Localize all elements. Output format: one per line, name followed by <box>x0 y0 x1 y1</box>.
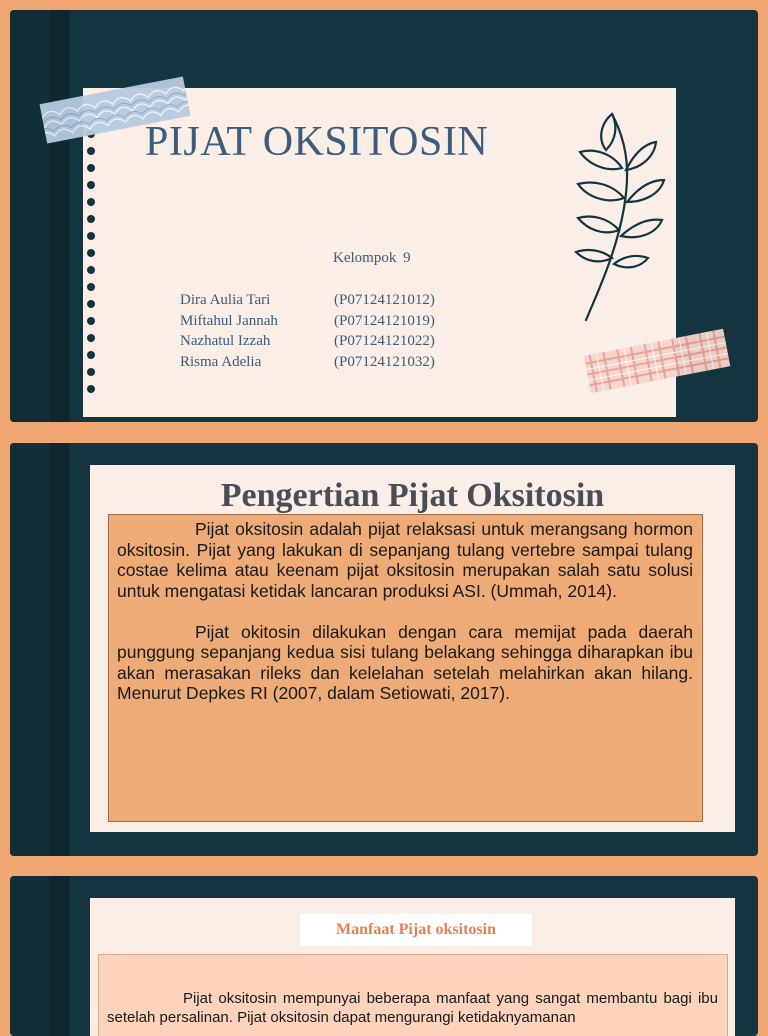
section-title: Manfaat Pijat oksitosin <box>300 914 532 946</box>
leaf-branch-illustration <box>572 108 672 328</box>
paragraph: Pijat okitosin dilakukan dengan cara memijat pada daerah punggung sepanjang kedua sisi tulang belakang sehingga diharapkan ibu akan merasakan rileks dan kelelahan setelah melahirkan akan hilang. Menurut Depkes RI (2007, dalam Setiowati, 2017). <box>117 621 693 703</box>
slide-spine <box>10 876 50 1036</box>
content-paper <box>90 465 735 832</box>
slide-spine <box>10 443 50 856</box>
slide-title <box>10 10 758 422</box>
slide-definition <box>10 443 758 856</box>
member-nim: (P07124121032) <box>334 353 435 370</box>
member-row <box>180 313 435 334</box>
binder-holes <box>87 130 97 402</box>
paragraph: Pijat oksitosin adalah pijat relaksasi untuk merangsang hormon oksitosin. Pijat yang lakukan di sepanjang tulang vertebre sampai tulang costae kelima atau keenam pijat oksitosin merupakan salah satu solusi untuk mengatasi ketidak lancaran produksi ASI. (Ummah, 2014). <box>117 519 693 601</box>
member-name: Dira Aulia Tari <box>180 292 271 308</box>
member-list <box>180 292 435 374</box>
content-paper <box>90 898 735 1036</box>
slide-spine <box>10 10 50 422</box>
member-nim: (P07124121022) <box>334 333 435 349</box>
group-label: Kelompok 9 <box>333 250 411 266</box>
member-row <box>180 354 435 375</box>
member-name: Miftahul Jannah <box>180 312 278 329</box>
slide-spine-shadow <box>50 443 70 856</box>
member-name: Nazhatul Izzah <box>180 333 271 349</box>
member-name: Risma Adelia <box>180 353 262 370</box>
section-title: Pengertian Pijat Oksitosin <box>220 477 605 514</box>
definition-text-box <box>108 514 703 822</box>
slide-spine-shadow <box>50 876 70 1036</box>
member-row <box>180 292 435 313</box>
member-nim: (P07124121019) <box>334 312 435 329</box>
member-nim: (P07124121012) <box>334 292 435 308</box>
slide-benefits <box>10 876 758 1036</box>
paragraph: Pijat oksitosin mempunyai beberapa manfaat yang sangat membantu bagi ibu setelah persalinan. Pijat oksitosin dapat mengurangi ketidaknyamanan <box>107 990 718 1026</box>
presentation-title: PIJAT OKSITOSIN <box>145 119 489 165</box>
slide-spine-shadow <box>50 10 70 422</box>
member-row <box>180 333 435 354</box>
